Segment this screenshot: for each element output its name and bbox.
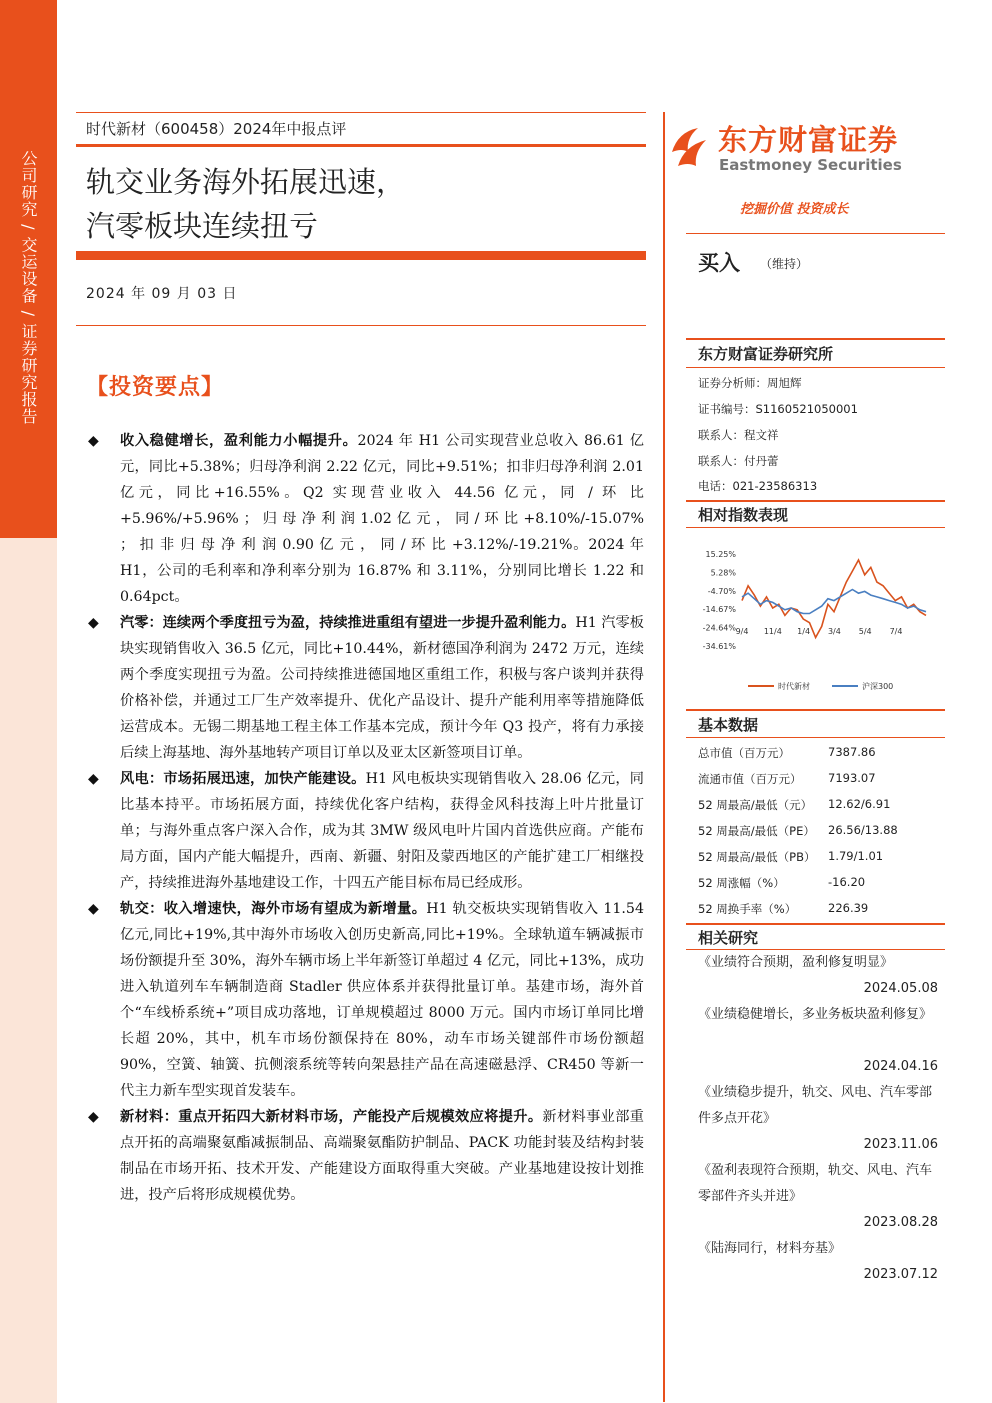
bullet-point [86,428,644,610]
related-report-link[interactable]: 《业绩稳步提升，轨交、风电、汽车零部件多点开花》 [698,1085,933,1126]
bullet-point [86,766,644,896]
brand-name-en: Eastmoney Securities [719,156,902,174]
brand-logo [668,118,948,188]
basic-label: 总市值（百万元） [698,746,790,760]
basic-label: 52 周最高/最低（PB） [698,850,816,864]
basic-value: 7387.86 [828,745,876,759]
series-line-1 [742,560,926,638]
diamond-bullet-icon: ◆ [88,433,99,449]
bullet-text: H1 轨交板块实现销售收入 11.54 亿元,同比+19%,其中海外市场收入创历史新高,同比+19%。全球轨道车辆减振市场份额提升至 30%，海外车辆市场上半年新签订单超过 4 亿元，同比+13%，成功进入轨道列车车辆制造商 Stadler 供应体系并获得批量订单。基建市场，海外首个“车线桥系统+”项目成功落地，订单规模超过 8000 万元。国内市场订单同比增长超 20%，其中，机车市场份额保持在 80%，动车市场关键部件市场份额超 90%，空簧、轴簧、抗侧滚系统等转向架悬挂产品在高速磁悬浮、CR450 等新一代主力新车型实现首发装车。 [120,901,644,1099]
basic-value: 1.79/1.01 [828,849,884,863]
basic-value: 26.56/13.88 [828,823,898,837]
institute-name: 东方财富证券研究所 [698,345,834,363]
y-tick-label: 15.25% [705,550,736,559]
divider [686,500,945,502]
basic-title: 基本数据 [698,716,759,734]
bullet-headline: 风电：市场拓展迅速，加快产能建设。 [120,771,366,787]
basic-label: 52 周换手率（%） [698,902,797,916]
basic-value: 7193.07 [828,771,876,785]
diamond-bullet-icon: ◆ [88,1109,99,1125]
divider [76,325,646,326]
bullet-headline: 新材料：重点开拓四大新材料市场，产能投产后规模效应将提升。 [120,1109,543,1125]
divider [686,527,945,528]
related-report-link[interactable]: 《业绩稳健增长，多业务板块盈利修复》 [698,1007,933,1022]
related-title: 相关研究 [698,929,759,947]
basic-value: 226.39 [828,901,869,915]
contact-line: 联系人：付丹蕾 [698,454,779,468]
basic-value: -16.20 [828,875,866,889]
related-report-link[interactable]: 《盈利表现符合预期，轨交、风电、汽车零部件齐头并进》 [698,1163,933,1204]
basic-label: 52 周最高/最低（元） [698,798,813,812]
divider [686,338,945,340]
report-category: 公司研究 / 交运设备 / 证券研究报告 [19,150,38,426]
bullet-point [86,610,644,766]
chart-svg [686,540,945,700]
bullet-text: 新材料事业部重点开拓的高端聚氨酯减振制品、高端聚氨酯防护制品、PACK 功能封装及结构封装制品在市场开拓、技术开发、产能建设方面取得重大突破。产业基地建设按计划推进，投产后将形成规模优势。 [120,1109,644,1203]
basic-label: 52 周最高/最低（PE） [698,824,815,838]
page-title [86,160,405,248]
rating-label: 买入 [698,251,740,275]
y-tick-label: -24.64% [702,623,736,633]
basic-value: 12.62/6.91 [828,797,891,811]
y-tick-label: -34.61% [702,642,736,651]
y-tick-label: -4.70% [707,586,736,596]
bullet-text: H1 汽零板块实现销售收入 36.5 亿元，同比+10.44%，新材德国净利润为 2472 万元，连续两个季度实现扭亏为盈。公司持续推进德国地区重组工作，积极与客户谈判并获得价格补偿，并通过工厂生产效率提升、优化产品设计、提升产能利用率等措施降低运营成本。无锡二期基地工程主体工作基本完成，预计今年 Q3 投产，将有力承接后续上海基地、海外基地转产项目订单以及亚太区新签项目订单。 [120,615,644,761]
brand-slogan: 挖掘价值 投资成长 [740,202,849,217]
bullet-point [86,1104,644,1208]
x-tick-label: 9/4 [735,627,749,636]
title-line-1: 轨交业务海外拓展迅速， [86,165,406,199]
report-type: 时代新材（600458）2024年中报点评 [86,120,347,138]
report-body [86,428,644,1208]
title-line-2: 汽零板块连续扭亏 [86,209,319,243]
related-report-date: 2023.11.06 [863,1137,938,1152]
legend-label-series-1: 时代新材 [778,682,810,691]
y-tick-label: -14.67% [702,605,736,615]
bullet-headline: 收入稳健增长，盈利能力小幅提升。 [120,433,358,449]
related-report-date: 2024.04.16 [863,1059,938,1074]
divider [686,367,945,368]
divider [76,251,646,260]
basic-label: 流通市值（百万元） [698,772,802,786]
related-report-link[interactable]: 《业绩符合预期，盈利修复明显》 [698,955,894,970]
divider [76,112,646,113]
related-report-link[interactable]: 《陆海同行，材料夯基》 [698,1241,842,1256]
contact-line: 证券分析师：周旭辉 [698,376,802,390]
eastmoney-logo-icon [668,122,710,170]
section-title: 【投资要点】 [86,375,225,400]
contact-line: 电话：021-23586313 [698,479,818,493]
contact-line: 联系人：程文祥 [698,428,779,442]
brand-name-cn: 东方财富证券 [718,123,899,157]
x-tick-label: 1/4 [797,627,811,636]
bullet-headline: 汽零：连续两个季度扭亏为盈，持续推进重组有望进一步提升盈利能力。 [120,615,576,631]
x-tick-label: 7/4 [889,627,903,636]
basic-label: 52 周涨幅（%） [698,876,785,890]
diamond-bullet-icon: ◆ [88,901,99,917]
divider [686,233,945,234]
bullet-text: H1 风电板块实现销售收入 28.06 亿元，同比基本持平。市场拓展方面，持续优化客户结构，获得金风科技海上叶片批量订单；与海外重点客户深入合作，成为其 3MW 级风电叶片国内首选供应商。产能布局方面，国内产能大幅提升，西南、新疆、射阳及蒙西地区的产能扩建工厂相继投产，持续推进海外基地建设工作，十四五产能目标布局已经成形。 [120,771,644,891]
x-tick-label: 11/4 [763,627,782,636]
perf-title: 相对指数表现 [698,506,789,524]
contact-line: 证书编号：S1160521050001 [698,402,858,416]
divider [76,144,646,147]
rating-sub: （维持） [760,257,809,271]
legend-label-series-2: 沪深300 [862,682,894,691]
divider [686,923,945,925]
report-date: 2024 年 09 月 03 日 [86,286,238,302]
related-report-date: 2024.05.08 [863,981,938,996]
y-tick-label: 5.28% [710,568,736,578]
x-tick-label: 3/4 [827,627,841,636]
x-tick-label: 5/4 [858,627,872,636]
divider [686,709,945,711]
related-report-date: 2023.08.28 [863,1215,938,1230]
divider [686,737,945,738]
bullet-text: 2024 年 H1 公司实现营业总收入 86.61 亿元，同比+5.38%；归母净利润 2.22 亿元，同比+9.51%；扣非归母净利润 2.01 亿元，同比+16.55%。Q2 实现营业收入 44.56 亿元，同 / 环 比 +5.96%/+5.96% ； 归 母 净 利 润 1.02 亿 元 ， 同 / 环 比 +8.10%/-15.07% ； 扣 非 归 母 净 利 润 0.90 亿 元 ， 同 / 环 比 +3.12%/-19.21%。2024 年 H1，公司的毛利率和净利率分别为 16.87% 和 3.11%，分别同比增长 1.22 和 0.64pct。 [120,433,644,605]
bullet-point [86,896,644,1104]
bullet-headline: 轨交：收入增速快，海外市场有望成为新增量。 [120,901,427,917]
related-report-date: 2023.07.12 [863,1267,938,1282]
column-divider [663,112,665,1402]
diamond-bullet-icon: ◆ [88,615,99,631]
relative-performance-chart [686,540,945,700]
diamond-bullet-icon: ◆ [88,771,99,787]
